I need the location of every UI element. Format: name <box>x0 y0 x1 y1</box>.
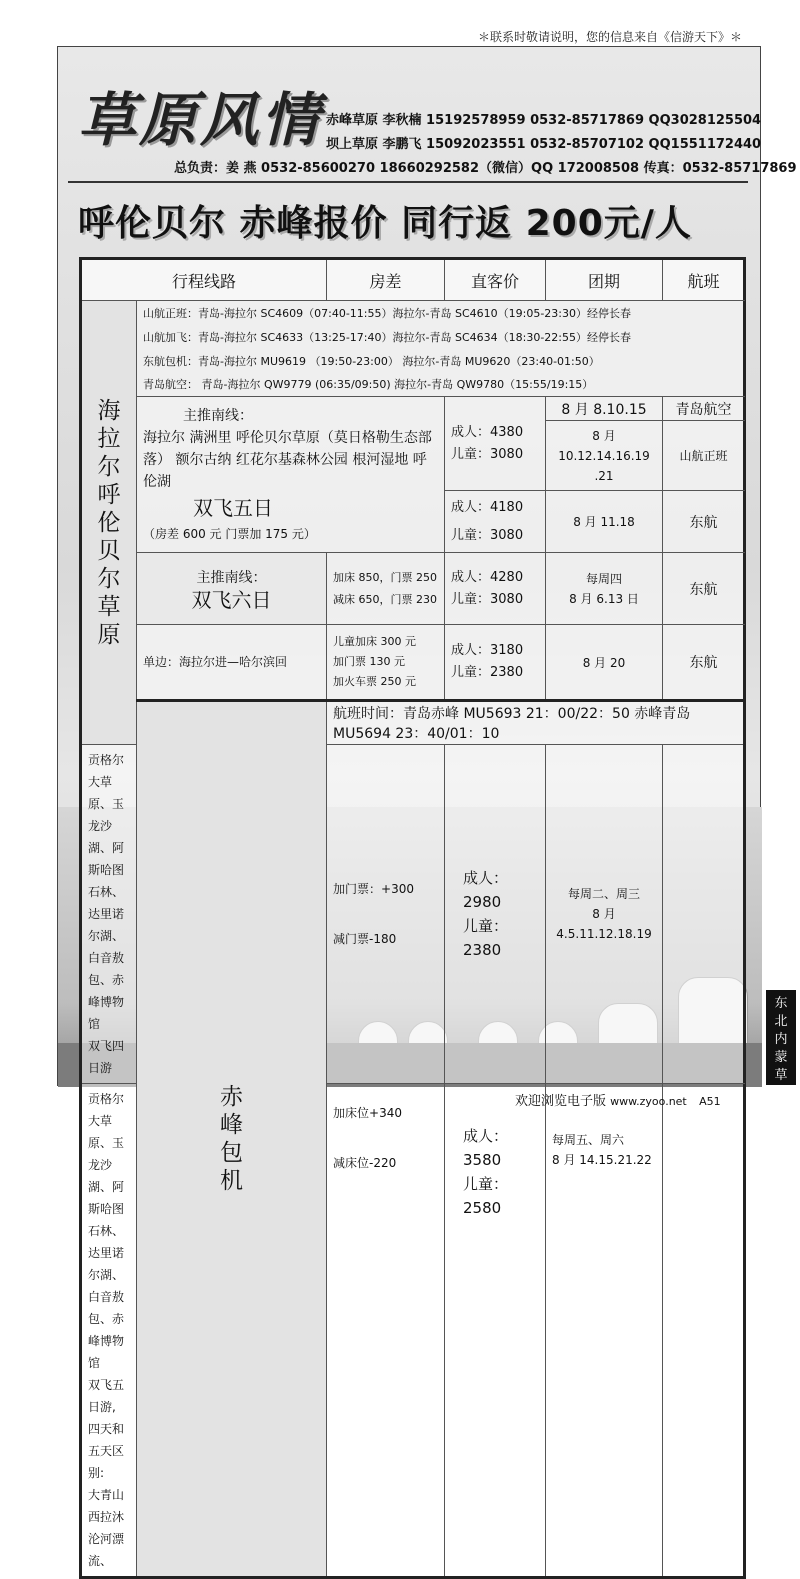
flight-cell <box>663 745 745 1084</box>
route-title: 主推南线： <box>196 569 267 586</box>
header-flight: 航班 <box>663 259 745 301</box>
route-oneway: 单边：海拉尔进—哈尔滨回 <box>137 625 327 701</box>
date-line: 8 月 <box>592 907 616 921</box>
date-cell <box>546 1084 663 1578</box>
date-line: 8 月 <box>592 428 616 443</box>
top-note: ＊联系时敬请说明，您的信息来自《信游天下》＊ <box>477 30 742 44</box>
date-line: 10.12.14.16.19 <box>558 448 650 463</box>
flight-cell: 东航 <box>663 625 745 701</box>
table-row <box>81 701 745 745</box>
price-cell <box>445 1084 546 1578</box>
route-name: 双飞四日游 <box>88 1039 125 1075</box>
adult-price: 成人：4380 <box>451 424 524 440</box>
child-price: 儿童：3080 <box>451 446 524 462</box>
page-number: A51 <box>699 1095 721 1108</box>
contact-chifeng: 赤峰草原 李秋楠 15192578959 0532-85717869 QQ3028125504 <box>326 113 762 128</box>
header-route: 行程线路 <box>81 259 327 301</box>
adult-price: 成人：3580 <box>463 1127 509 1169</box>
table-row <box>81 325 745 349</box>
diff-line: 加门票：+300 <box>333 882 414 896</box>
room-diff-cell <box>327 745 445 1084</box>
diff-line: 减床位-220 <box>333 1156 397 1170</box>
table-row <box>81 373 745 397</box>
date-cell <box>546 553 663 625</box>
adult-price: 成人：2980 <box>463 869 509 911</box>
route-note: （房差 600 元 门票加 175 元） <box>143 526 316 541</box>
table-row <box>81 625 745 701</box>
child-price: 儿童：2580 <box>463 1175 509 1217</box>
child-price: 儿童：3080 <box>451 527 524 543</box>
date-line: 8 月 6.13 日 <box>569 591 639 606</box>
chifeng-route-5day <box>81 1084 137 1578</box>
footer <box>515 1090 721 1109</box>
diff-line: 加火车票 250 元 <box>333 675 417 688</box>
price-cell <box>445 745 546 1084</box>
contact-bashang: 坝上草原 李鹏飞 15092023551 0532-85707102 QQ1551172440 <box>326 137 762 152</box>
table-row <box>81 553 745 625</box>
diff-line: 加床位+340 <box>333 1106 402 1120</box>
flight-cell: 山航正班 <box>663 421 745 491</box>
route-name: 双飞五日 <box>193 495 273 520</box>
route-note: 四天和五天区别: <box>88 1422 125 1480</box>
diff-line: 减床 650，门票 230 <box>333 592 437 606</box>
flight-info: 山航加飞：青岛-海拉尔 SC4633（13:25-17:40）海拉尔-青岛 SC4634（18:30-22:55）经停长春 <box>137 325 745 349</box>
flight-info: 青岛航空： 青岛-海拉尔 QW9779 (06:35/09:50) 海拉尔-青岛 QW9780（15:55/19:15） <box>137 373 745 397</box>
chifeng-flight: 航班时间：青岛赤峰 MU5693 21：00/22：50 赤峰青岛 MU5694 23：40/01：10 <box>327 701 745 745</box>
route-name: 双飞五日游, <box>88 1378 125 1414</box>
adult-price: 成人：4280 <box>451 569 524 585</box>
price-cell <box>445 553 546 625</box>
divider <box>68 181 748 183</box>
chifeng-route-4day <box>81 745 137 1084</box>
flight-cell: 青岛航空 <box>663 397 745 421</box>
route-note: 大青山西拉沐沦河漂流、 <box>88 1488 125 1568</box>
route-desc: 海拉尔 满洲里 呼伦贝尔草原（莫日格勒生态部落） 额尔古纳 红花尔基森林公园 根河湿地 呼伦湖 <box>143 429 432 490</box>
date-cell: 8 月 8.10.15 <box>546 397 663 421</box>
price-cell <box>445 491 546 553</box>
room-diff-cell <box>327 553 445 625</box>
headline: 呼伦贝尔 赤峰报价 同行返 200元/人 <box>78 203 692 244</box>
flight-cell: 东航 <box>663 553 745 625</box>
footer-edition: 电子版 <box>567 1094 607 1109</box>
region-hailar <box>81 301 137 745</box>
table-row <box>81 301 745 325</box>
date-line: 每周五、周六 <box>552 1133 625 1147</box>
region-chifeng <box>137 701 327 1578</box>
adult-price: 成人：4180 <box>451 499 524 515</box>
date-cell: 8 月 20 <box>546 625 663 701</box>
child-price: 儿童：3080 <box>451 591 524 607</box>
date-line: 每周二、周三 <box>568 887 641 901</box>
header-price: 直客价 <box>445 259 546 301</box>
section-tag <box>766 990 796 1101</box>
contact-manager: 总负责：姜 燕 0532-85600270 18660292582（微信）QQ 172008508 传真：0532-85717869 <box>174 161 797 176</box>
route-name: 双飞六日 <box>191 587 272 612</box>
child-price: 儿童：2380 <box>451 665 524 680</box>
route-title: 主推南线： <box>183 407 253 424</box>
region-label: 赤峰包机 <box>220 1084 243 1194</box>
table-row <box>81 397 745 421</box>
date-cell <box>546 745 663 1084</box>
route-south-5day <box>137 397 445 553</box>
date-cell: 8 月 11.18 <box>546 491 663 553</box>
date-cell <box>546 421 663 491</box>
flight-info: 山航正班：青岛-海拉尔 SC4609（07:40-11:55）海拉尔-青岛 SC4610（19:05-23:30）经停长春 <box>137 301 745 325</box>
table-row <box>81 349 745 373</box>
date-line: 4.5.11.12.18.19 <box>556 927 652 941</box>
footer-welcome: 欢迎浏览 <box>515 1094 568 1109</box>
date-line: 每周四 <box>586 571 623 586</box>
route-desc: 贡格尔大草原、玉龙沙湖、阿斯哈图石林、达里诺尔湖、白音敖包、赤峰博物馆 <box>88 753 125 1031</box>
flight-cell <box>663 1084 745 1578</box>
table-header-row <box>81 259 745 301</box>
date-line: 8 月 14.15.21.22 <box>552 1153 652 1167</box>
diff-line: 加床 850，门票 250 <box>333 570 437 584</box>
diff-line: 减门票-180 <box>333 932 397 946</box>
section-tag-label: 东北内蒙草原 <box>774 996 788 1101</box>
brand-title: 草原风情 <box>78 86 323 154</box>
route-south-6day <box>137 553 327 625</box>
flight-cell: 东航 <box>663 491 745 553</box>
price-table <box>79 257 746 1579</box>
price-cell <box>445 397 546 491</box>
child-price: 儿童：2380 <box>463 917 509 959</box>
region-label: 海拉尔呼伦贝尔草原 <box>97 397 121 648</box>
adult-price: 成人：3180 <box>451 643 524 658</box>
diff-line: 儿童加床 300 元 <box>333 635 417 648</box>
diff-line: 加门票 130 元 <box>333 655 406 668</box>
header-dates: 团期 <box>546 259 663 301</box>
price-cell <box>445 625 546 701</box>
room-diff-cell <box>327 625 445 701</box>
footer-site[interactable]: www.zyoo.net <box>610 1095 687 1108</box>
date-line: .21 <box>594 468 614 483</box>
header-room-diff: 房差 <box>327 259 445 301</box>
flight-info: 东航包机：青岛-海拉尔 MU9619 （19:50-23:00） 海拉尔-青岛 MU9620（23:40-01:50） <box>137 349 745 373</box>
route-desc: 贡格尔大草原、玉龙沙湖、阿斯哈图石林、达里诺尔湖、白音敖包、赤峰博物馆 <box>88 1092 125 1370</box>
room-diff-cell <box>327 1084 445 1578</box>
